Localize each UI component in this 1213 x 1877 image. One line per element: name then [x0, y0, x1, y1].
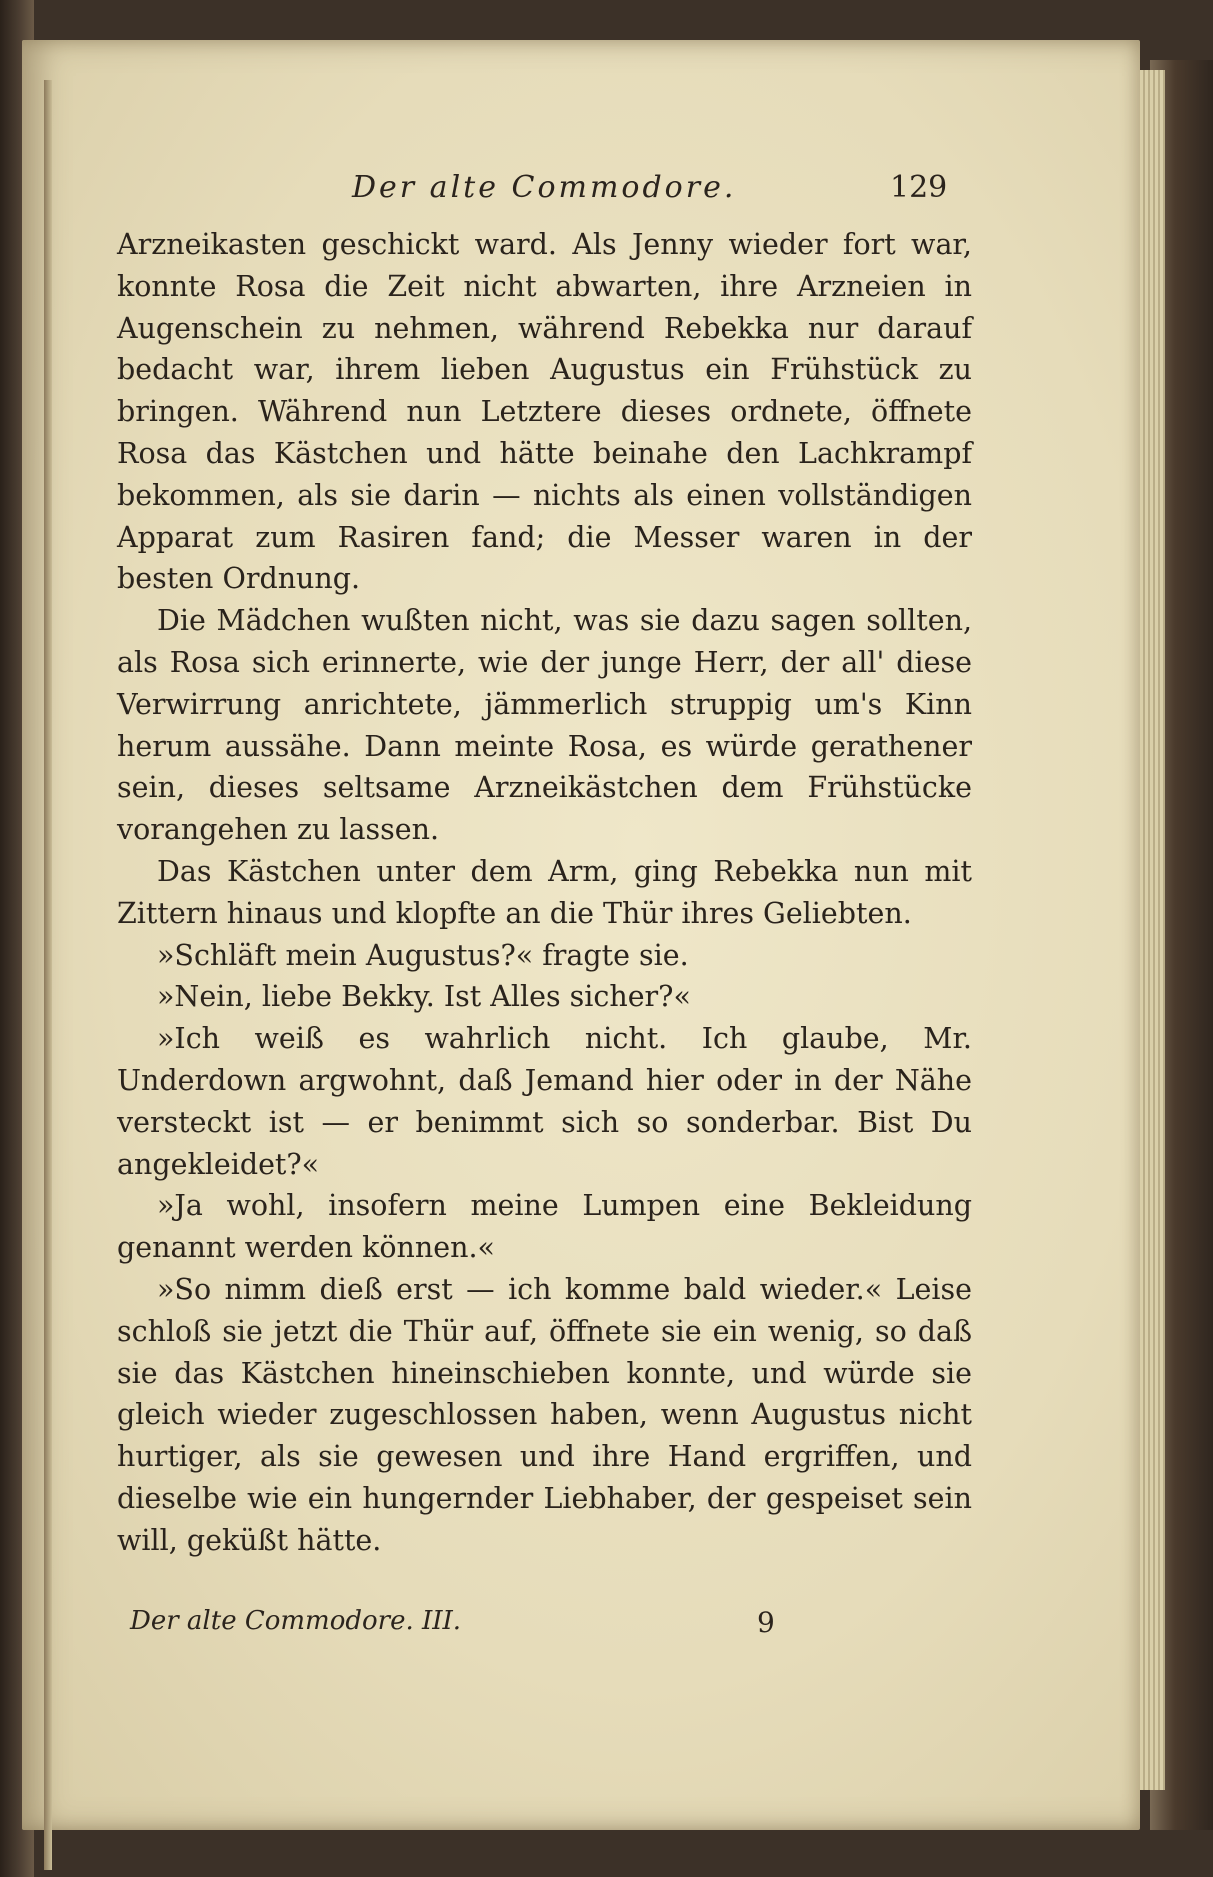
- paragraph-3: Das Kästchen unter dem Arm, ging Rebekka nun mit Zittern hinaus und klopfte an die Thür ihres Geliebten.: [117, 854, 972, 930]
- signature-mark: Der alte Commodore. III.: [130, 1606, 462, 1636]
- page-number: 129: [890, 170, 948, 205]
- paragraph-2: Die Mädchen wußten nicht, was sie dazu sagen sollten, als Rosa sich erinnerte, wie der junge Herr, der all' diese Verwirrung anrichtete, jämmerlich struppig um's Kinn herum aussähe. Dann meinte Rosa, es würde gerathener sein, dieses seltsame Arzneikästchen dem Frühstücke vorangehen zu lassen.: [117, 604, 972, 847]
- body-text: [117, 224, 972, 1562]
- paragraph-8: »So nimm dieß erst — ich komme bald wieder.« Leise schloß sie jetzt die Thür auf, öffnete sie ein wenig, so daß sie das Kästchen hineinschieben konnte, und würde sie gleich wieder zugeschlossen haben, wenn Augustus nicht hurtiger, als sie gewesen und ihre Hand ergriffen, und dieselbe wie ein hungernder Liebhaber, der gespeiset sein will, geküßt hätte.: [117, 1272, 972, 1557]
- paragraph-6: »Ich weiß es wahrlich nicht. Ich glaube, Mr. Underdown argwohnt, daß Jemand hier oder in der Nähe versteckt ist — er benimmt sich so sonderbar. Bist Du angekleidet?«: [117, 1022, 972, 1181]
- paragraph-7: »Ja wohl, insofern meine Lumpen eine Bekleidung genannt werden können.«: [117, 1189, 972, 1265]
- sheet-number: 9: [757, 1606, 775, 1639]
- book-page: [22, 40, 1140, 1830]
- page-header: [22, 170, 1140, 210]
- running-title: Der alte Commodore.: [352, 170, 737, 205]
- paragraph-5: »Nein, liebe Bekky. Ist Alles sicher?«: [157, 980, 691, 1014]
- paragraph-4: »Schläft mein Augustus?« fragte sie.: [157, 938, 689, 972]
- page-footer: [22, 1606, 1140, 1646]
- paragraph-1: Arzneikasten geschickt ward. Als Jenny wieder fort war, konnte Rosa die Zeit nicht abwarten, ihre Arzneien in Augenschein zu nehmen, während Rebekka nur darauf bedacht war, ihrem lieben Augustus ein Frühstück zu bringen. Während nun Letztere dieses ordnete, öffnete Rosa das Kästchen und hätte beinahe den Lachkrampf bekommen, als sie darin — nichts als einen vollständigen Apparat zum Rasiren fand; die Messer waren in der besten Ordnung.: [117, 228, 972, 596]
- gutter-shadow: [44, 80, 52, 1870]
